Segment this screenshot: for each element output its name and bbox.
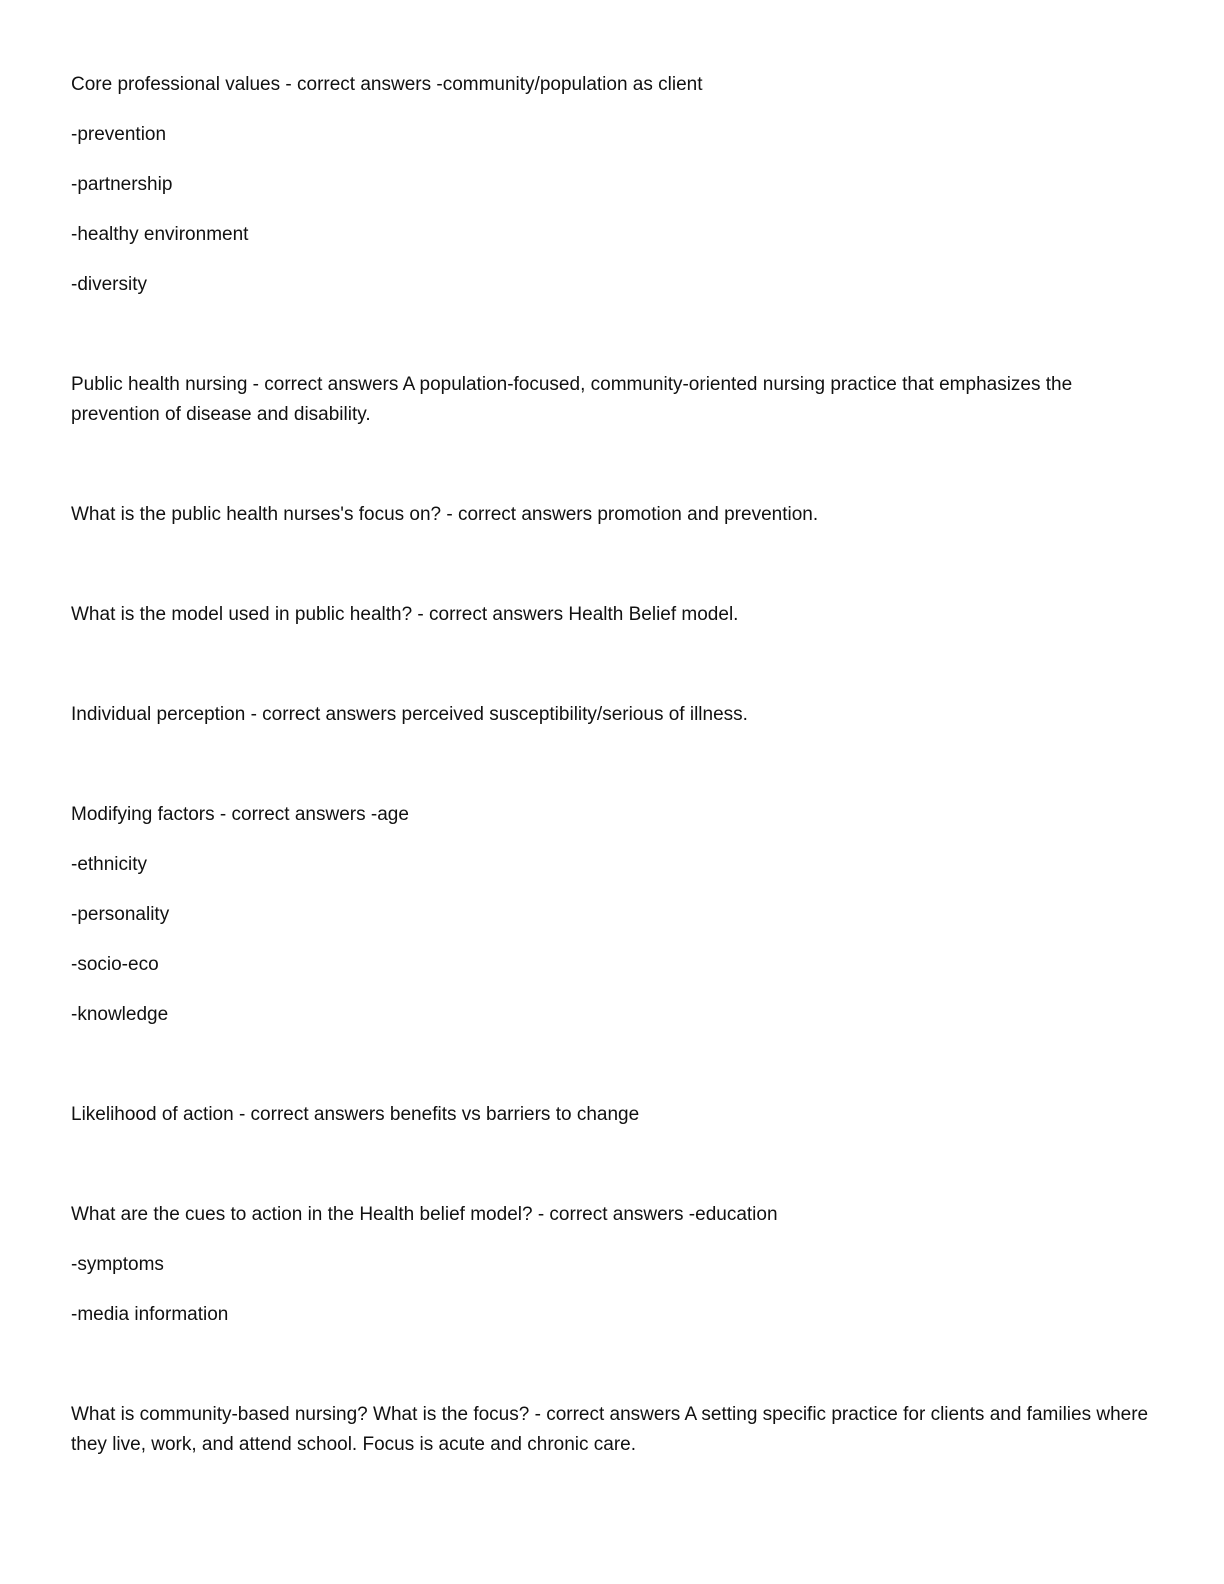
flashcard-modifying-factors: Modifying factors - correct answers -age [71,804,409,825]
list-item: -diversity [71,274,148,295]
list-item: -knowledge [71,1004,169,1025]
list-item: -prevention [71,124,167,145]
flashcard-individual-perception: Individual perception - correct answers perceived susceptibility/serious of illness. [71,704,748,725]
flashcard-public-health-nursing: Public health nursing - correct answers A population-focused, community-oriented nursing practice that emphasizes the prevention of disease and disability. [71,374,1073,425]
flashcard-likelihood-of-action: Likelihood of action - correct answers benefits vs barriers to change [71,1104,640,1125]
document-page [71,70,1151,1460]
flashcard-core-professional-values: Core professional values - correct answers -community/population as client [71,74,703,95]
list-item: -healthy environment [71,224,249,245]
list-item: -ethnicity [71,854,148,875]
list-item: -media information [71,1304,229,1325]
list-item: -socio-eco [71,954,159,975]
flashcard-model-used: What is the model used in public health? - correct answers Health Belief model. [71,604,739,625]
flashcard-cues-to-action: What are the cues to action in the Health belief model? - correct answers -education [71,1204,778,1225]
list-item: -personality [71,904,170,925]
list-item: -partnership [71,174,173,195]
list-item: -symptoms [71,1254,164,1275]
flashcard-community-based-nursing: What is community-based nursing? What is the focus? - correct answers A setting specific practice for clients and families where they live, work, and attend school. Focus is acute and chronic care. [71,1404,1149,1455]
flashcard-nurse-focus: What is the public health nurses's focus on? - correct answers promotion and prevention. [71,504,819,525]
